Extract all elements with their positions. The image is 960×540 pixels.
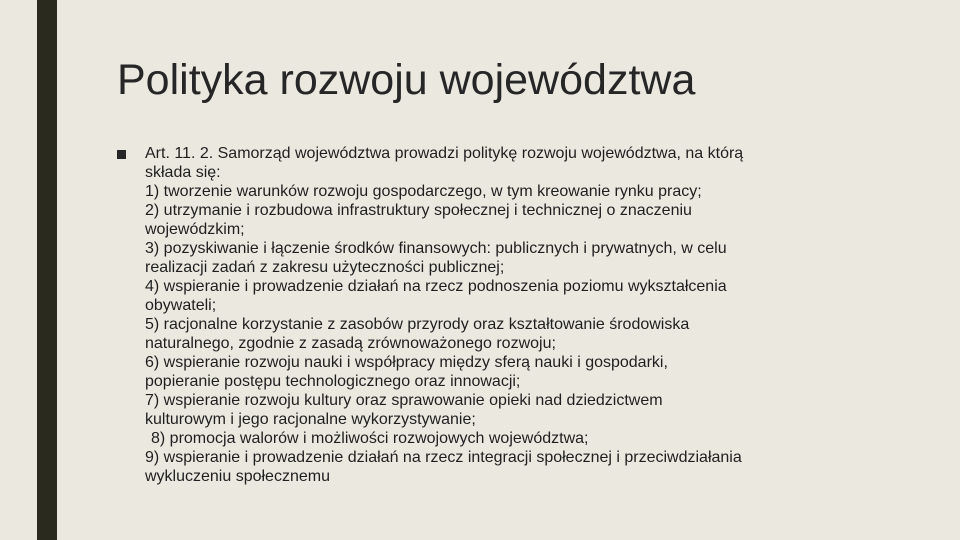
list-item-9-continuation: wykluczeniu społecznemu bbox=[145, 468, 330, 485]
list-item-2: 2) utrzymanie i rozbudowa infrastruktury społecznej i technicznej o znaczeniu bbox=[145, 202, 692, 219]
list-item-3-continuation: realizacji zadań z zakresu użyteczności publicznej; bbox=[145, 259, 505, 276]
list-item-7-continuation: kulturowym i jego racjonalne wykorzystywanie; bbox=[145, 411, 476, 428]
intro-line: Art. 11. 2. Samorząd województwa prowadzi politykę rozwoju województwa, na którą bbox=[145, 145, 744, 162]
list-item-1: 1) tworzenie warunków rozwoju gospodarczego, w tym kreowanie rynku pracy; bbox=[145, 183, 702, 200]
slide-title: Polityka rozwoju województwa bbox=[117, 56, 696, 104]
list-item-4: 4) wspieranie i prowadzenie działań na rzecz podnoszenia poziomu wykształcenia bbox=[145, 278, 727, 295]
slide-content bbox=[117, 144, 877, 486]
list-item-6: 6) wspieranie rozwoju nauki i współpracy między sferą nauki i gospodarki, bbox=[145, 354, 668, 371]
list-item-2-continuation: wojewódzkim; bbox=[145, 221, 245, 238]
accent-side-bar bbox=[37, 0, 57, 540]
list-item-3: 3) pozyskiwanie i łączenie środków finansowych: publicznych i prywatnych, w celu bbox=[145, 240, 727, 257]
list-item-6-continuation: popieranie postępu technologicznego oraz innowacji; bbox=[145, 373, 521, 390]
bullet-item bbox=[117, 144, 877, 486]
article-text bbox=[145, 144, 855, 486]
list-item-4-continuation: obywateli; bbox=[145, 297, 217, 314]
list-item-7: 7) wspieranie rozwoju kultury oraz sprawowanie opieki nad dziedzictwem bbox=[145, 392, 663, 409]
intro-line: składa się: bbox=[145, 164, 221, 181]
list-item-5-continuation: naturalnego, zgodnie z zasadą zrównoważonego rozwoju; bbox=[145, 335, 556, 352]
square-bullet-icon bbox=[117, 150, 126, 159]
list-item-8: 8) promocja walorów i możliwości rozwojowych województwa; bbox=[151, 430, 589, 447]
list-item-9: 9) wspieranie i prowadzenie działań na rzecz integracji społecznej i przeciwdziałania bbox=[145, 449, 742, 466]
list-item-5: 5) racjonalne korzystanie z zasobów przyrody oraz kształtowanie środowiska bbox=[145, 316, 690, 333]
